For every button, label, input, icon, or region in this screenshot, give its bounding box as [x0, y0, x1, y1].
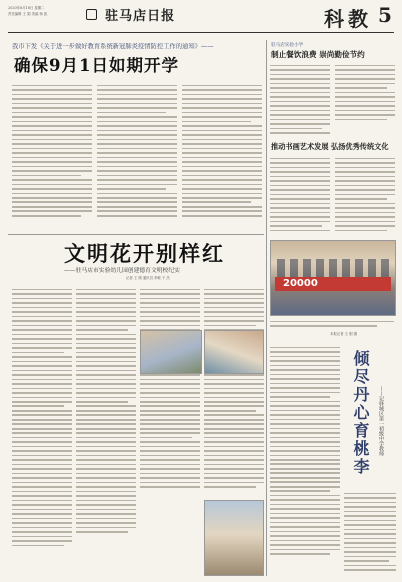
right1-headline: 制止餐饮浪费 崇尚勤俭节约: [271, 50, 365, 59]
right1-body: [270, 62, 396, 140]
editor-line: 责任编辑 王 娟 美编 杨 凯: [8, 12, 48, 16]
main-headline: 确保9月1日如期开学: [14, 56, 179, 75]
right2-body: [270, 155, 396, 237]
photo-caption: 本报记者 王 刚 摄: [330, 332, 357, 336]
section-title: 科教: [324, 7, 372, 31]
photo-banner-text: 20000: [283, 278, 318, 289]
right1-kicker: 驻马店实验小学: [271, 43, 304, 48]
vertical-subheadline: ——记驿城区第一初级中学教师: [378, 386, 384, 456]
masthead-rule: [8, 32, 394, 33]
column-divider: [266, 40, 267, 340]
vertical-article-body: [270, 344, 340, 576]
paper-name-logo: [86, 4, 175, 24]
right2-headline: 推动书画艺术发展 弘扬优秀传统文化: [271, 142, 389, 151]
main-kicker: 我市下发《关于进一步做好教育系统新冠肺炎疫情防控工作的通知》——: [12, 43, 214, 50]
feature-headline: 文明花开别样红: [64, 241, 225, 266]
vertical-article-body-2: [344, 490, 396, 576]
paper-name: 驻马店日报: [105, 9, 176, 24]
vertical-headline: 倾尽丹心育桃李: [351, 350, 370, 476]
paper-logo-icon: [86, 9, 97, 20]
masthead: [0, 0, 402, 32]
award-ceremony-photo: [270, 240, 396, 316]
page-number: 5: [378, 3, 392, 27]
kindergarten-photo-1: [140, 330, 202, 374]
feature-byline: 记者 王 刚 通讯员 李敏 于 杰: [126, 276, 170, 280]
feature-subheadline: ——驻马店市实验幼儿园创建德育文明校纪实: [64, 268, 180, 274]
bottom-right-divider: [266, 340, 267, 576]
kindergarten-photo-2: [204, 330, 264, 374]
main-article-body: [12, 82, 262, 232]
date-line: 2020年8月18日 星期二: [8, 6, 45, 10]
section-divider: [8, 234, 264, 235]
kindergarten-photo-3: [204, 500, 264, 576]
photo-people: [277, 259, 389, 277]
